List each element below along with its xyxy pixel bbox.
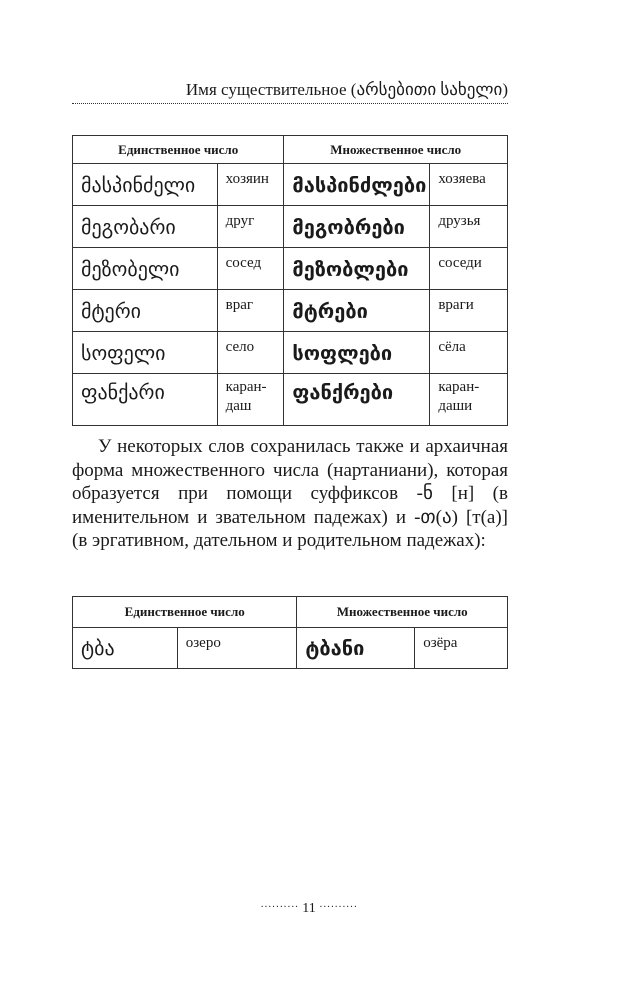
- plural-georgian: ფანქრები: [284, 374, 430, 426]
- plural-russian: каран- даши: [430, 374, 508, 426]
- singular-georgian: ფანქარი: [73, 374, 218, 426]
- footer-dots-left: ··········: [260, 902, 299, 913]
- table-row: [73, 628, 508, 669]
- running-header: Имя существительное (არსებითი სახელი): [185, 80, 508, 99]
- plural-georgian: მეგობრები: [284, 206, 430, 248]
- singular-russian: враг: [217, 290, 284, 332]
- singular-russian: друг: [217, 206, 284, 248]
- plural-russian: хозяева: [430, 164, 508, 206]
- singular-russian: село: [217, 332, 284, 374]
- header-dotted-rule: [72, 103, 508, 104]
- body-paragraph: У некоторых слов сохранилась также и архаичная форма множественного числа (нартаниани), которая образуется при помощи суффиксов -ნ [н] (в именительном и звательном падежах) и -თ(ა) [т(а)] (в эргативном, дательном и родительном падежах):: [72, 436, 508, 551]
- plural-georgian: მეზობლები: [284, 248, 430, 290]
- plural-russian: враги: [430, 290, 508, 332]
- singular-georgian: მასპინძელი: [73, 164, 218, 206]
- plural-georgian: სოფლები: [284, 332, 430, 374]
- singular-russian: озеро: [177, 628, 297, 669]
- plural-russian: друзья: [430, 206, 508, 248]
- footer-dots-right: ··········: [319, 902, 358, 913]
- plural-russian: соседи: [430, 248, 508, 290]
- table-row: [73, 374, 508, 426]
- page-number: 11: [302, 901, 316, 916]
- plural-georgian: ტბანი: [297, 628, 415, 669]
- singular-header: Единственное число: [73, 597, 297, 628]
- singular-russian: каран- даш: [217, 374, 284, 426]
- plural-russian: сёла: [430, 332, 508, 374]
- plural-georgian: მასპინძლები: [284, 164, 430, 206]
- singular-georgian: მეზობელი: [73, 248, 218, 290]
- table-row: [73, 290, 508, 332]
- table-row: [73, 206, 508, 248]
- table-row: [73, 164, 508, 206]
- table-row: [73, 332, 508, 374]
- singular-russian: хозяин: [217, 164, 284, 206]
- plural-georgian: მტრები: [284, 290, 430, 332]
- singular-georgian: ტბა: [73, 628, 178, 669]
- singular-russian: сосед: [217, 248, 284, 290]
- singular-georgian: მტერი: [73, 290, 218, 332]
- singular-header: Единственное число: [73, 136, 284, 164]
- singular-georgian: მეგობარი: [73, 206, 218, 248]
- plural-russian: озёра: [415, 628, 508, 669]
- plural-header: Множественное число: [297, 597, 508, 628]
- archaic-plural-table: [72, 596, 508, 669]
- plural-table: [72, 135, 508, 426]
- plural-header: Множественное число: [284, 136, 508, 164]
- singular-georgian: სოფელი: [73, 332, 218, 374]
- page-footer: [0, 901, 618, 917]
- table-row: [73, 248, 508, 290]
